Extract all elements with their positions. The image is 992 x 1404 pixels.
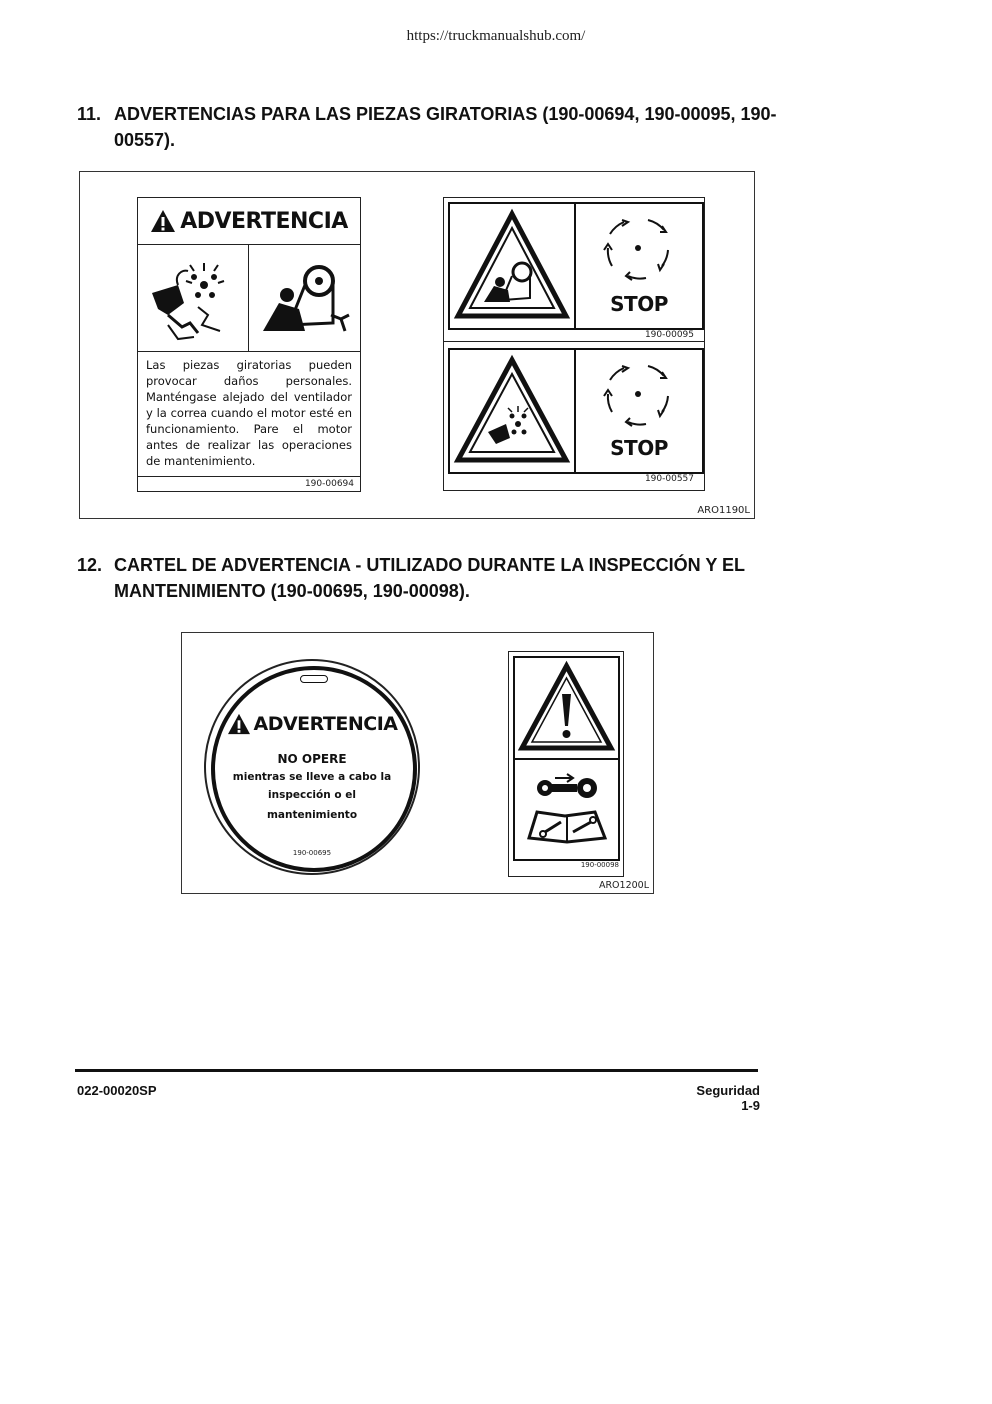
- fan-hazard-icon: [138, 245, 248, 351]
- tag-hang-slot: [300, 675, 328, 683]
- tag-inner-ring: [211, 666, 417, 872]
- label-d-warning-panel: [515, 658, 618, 760]
- footer-rule: [75, 1069, 758, 1072]
- section-12-title: CARTEL DE ADVERTENCIA - UTILIZADO DURANTE LA INSPECCIÓN Y EL MANTENIMIENTO (190-00695, 190-00098).: [114, 555, 745, 601]
- fan-hand-pictogram: [138, 245, 249, 352]
- exclamation-triangle-icon: [515, 658, 618, 758]
- footer-page-info: [696, 1083, 760, 1113]
- tag-code: 190-00695: [292, 849, 332, 857]
- label-bc-divider: [444, 341, 704, 342]
- warning-triangle-icon: [150, 209, 176, 233]
- figure-12: [181, 632, 654, 894]
- tag-line4: mantenimiento: [266, 809, 358, 821]
- label-b-warning-panel: [450, 204, 576, 328]
- label-c-warning-panel: [450, 350, 576, 472]
- label-a-text: Las piezas giratorias pueden provocar daños personales. Manténgase alejado del ventilador y la correa cuando el motor esté en funcionamiento. Pare el motor antes de realizar las operaciones de mantenimiento.: [146, 358, 352, 468]
- label-b-code: 190-00095: [644, 330, 694, 340]
- label-group-stop: [443, 197, 705, 491]
- figure-12-ref: ARO1200L: [598, 880, 649, 891]
- section-12-heading: [77, 552, 777, 604]
- label-c-code: 190-00557: [644, 474, 694, 484]
- label-a-code: 190-00694: [304, 479, 354, 489]
- section-11-heading: [77, 101, 777, 153]
- footer-doc-code: 022-00020SP: [77, 1083, 157, 1098]
- tag-title: ADVERTENCIA: [253, 713, 398, 735]
- figure-11: [79, 171, 755, 519]
- fan-warning-triangle-icon: [450, 350, 574, 472]
- belt-warning-triangle-icon: [450, 204, 574, 328]
- footer-page-number: 1-9: [741, 1098, 760, 1113]
- belt-hazard-icon: [249, 245, 360, 351]
- section-11-number: 11.: [77, 104, 102, 124]
- label-190-00095: [448, 202, 704, 330]
- label-c-stop-text: STOP: [610, 436, 668, 460]
- label-190-00694: [137, 197, 361, 492]
- figure-11-ref: ARO1190L: [697, 505, 750, 516]
- label-b-stop-panel: [576, 204, 702, 328]
- label-190-00557: [448, 348, 704, 474]
- label-d-inner: [513, 656, 620, 861]
- label-a-header: [138, 198, 360, 245]
- tag-header: [206, 713, 418, 735]
- source-url[interactable]: https://truckmanualshub.com/: [406, 28, 586, 44]
- label-d-manual-panel: [515, 760, 618, 859]
- key-manual-icon: [515, 760, 618, 859]
- label-a-title: ADVERTENCIA: [180, 208, 348, 234]
- footer-section: Seguridad: [696, 1083, 760, 1098]
- tag-line2: mientras se lleve a cabo la: [232, 771, 392, 783]
- section-11-title: ADVERTENCIAS PARA LAS PIEZAS GIRATORIAS (190-00694, 190-00095, 190-00557).: [114, 104, 777, 150]
- label-a-divider: [138, 476, 360, 477]
- warning-triangle-icon: [227, 713, 251, 735]
- rotation-stop-icon: [576, 204, 702, 294]
- label-190-00098: [508, 651, 624, 877]
- section-12-number: 12.: [77, 555, 103, 575]
- label-b-stop-text: STOP: [610, 292, 668, 316]
- label-c-stop-panel: [576, 350, 702, 472]
- warning-tag-190-00695: [204, 659, 420, 875]
- rotation-stop-icon: [576, 350, 702, 440]
- belt-hand-pictogram: [249, 245, 360, 352]
- tag-line3: inspección o el: [268, 789, 356, 801]
- label-d-code: 190-00098: [580, 861, 619, 869]
- tag-line1: NO OPERE: [277, 752, 347, 766]
